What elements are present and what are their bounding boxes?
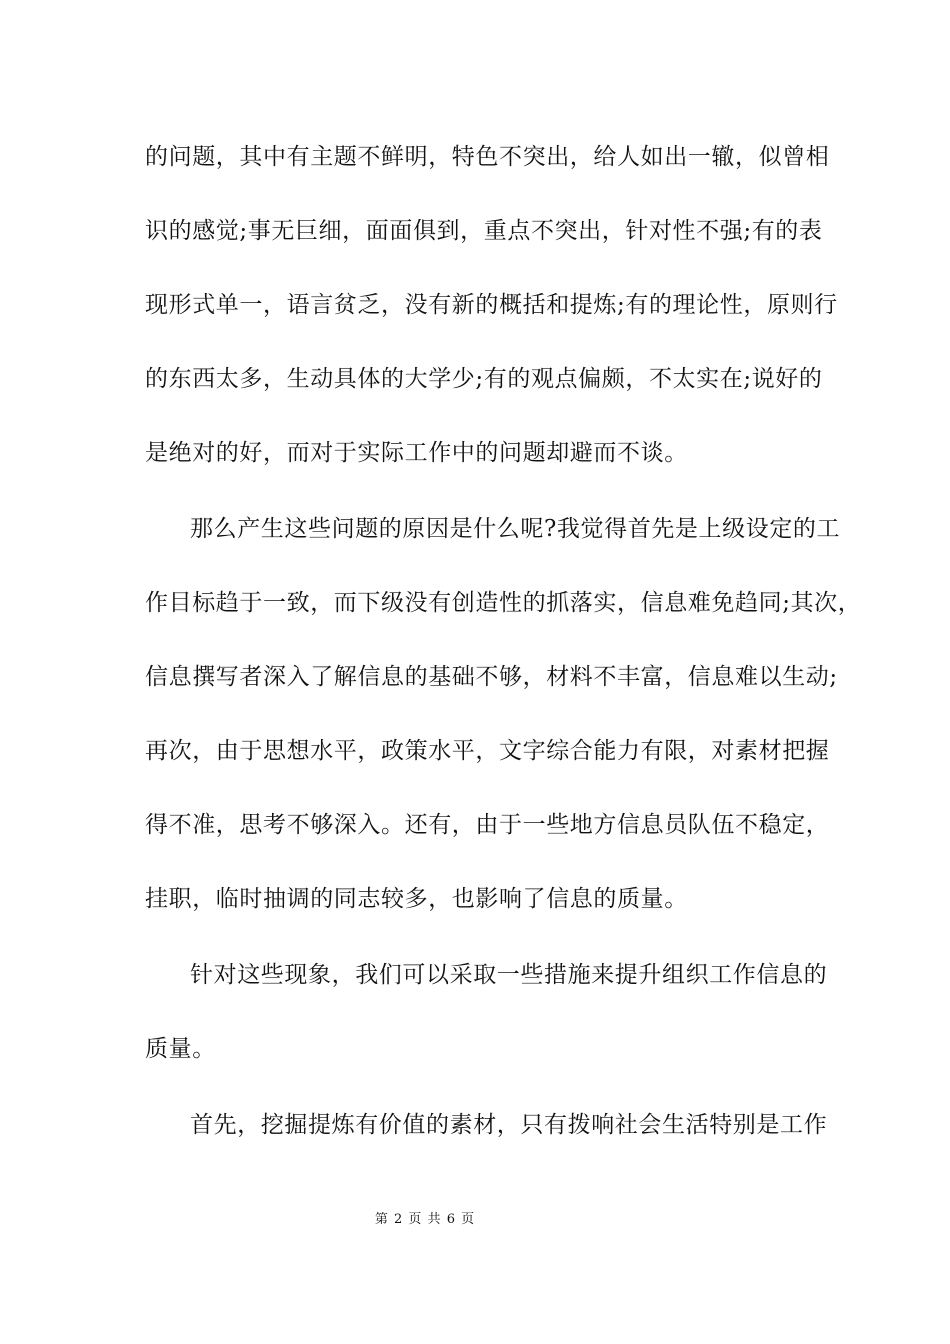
text-line: 的问题，其中有主题不鲜明，特色不突出，给人如出一辙，似曾相 [145, 144, 830, 170]
paragraph-first-line: 那么产生这些问题的原因是什么呢?我觉得首先是上级设定的工 [190, 516, 841, 542]
text-line: 现形式单一，语言贫乏，没有新的概括和提炼;有的理论性，原则行 [145, 292, 838, 318]
text-line: 挂职，临时抽调的同志较多，也影响了信息的质量。 [145, 886, 688, 912]
text-line: 识的感觉;事无巨细，面面俱到，重点不突出，针对性不强;有的表 [145, 218, 823, 244]
paragraph-first-line: 首先，挖掘提炼有价值的素材，只有拨响社会生活特别是工作 [190, 1112, 828, 1138]
paragraph-first-line: 针对这些现象，我们可以采取一些措施来提升组织工作信息的 [190, 962, 828, 988]
text-line: 作目标趋于一致，而下级没有创造性的抓落实，信息难免趋同;其次， [145, 590, 862, 616]
text-line: 的东西太多，生动具体的大学少;有的观点偏颇，不太实在;说好的 [145, 366, 823, 392]
text-line: 再次，由于思想水平，政策水平，文字综合能力有限，对素材把握 [145, 738, 830, 764]
text-line: 得不准，思考不够深入。还有，由于一些地方信息员队伍不稳定， [145, 812, 830, 838]
text-line: 信息撰写者深入了解信息的基础不够，材料不丰富，信息难以生动; [145, 664, 838, 690]
page-number-footer: 第 2 页 共 6 页 [374, 1212, 476, 1227]
text-line: 质量。 [145, 1036, 216, 1062]
text-line: 是绝对的好，而对于实际工作中的问题却避而不谈。 [145, 440, 688, 466]
